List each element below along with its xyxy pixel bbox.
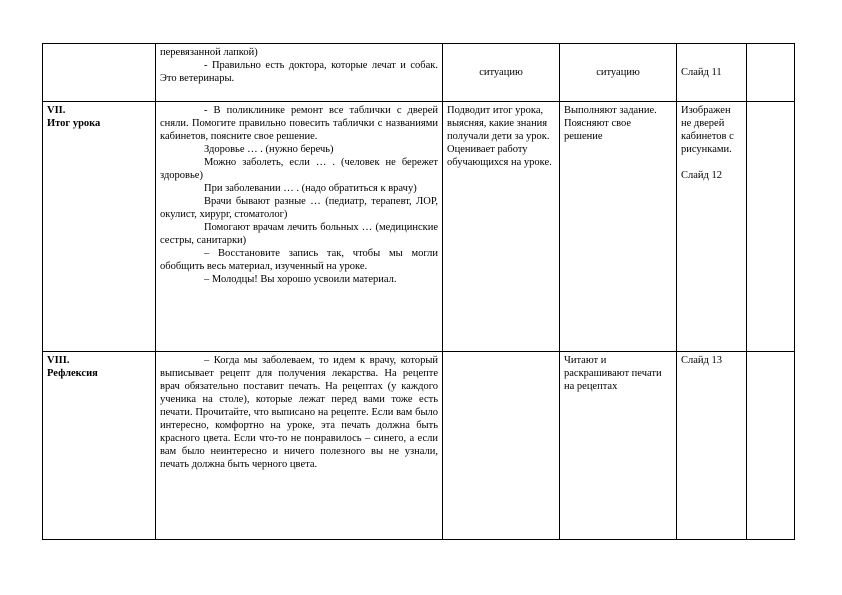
students-text: ситуацию — [596, 67, 640, 78]
content-line: – Молодцы! Вы хорошо усвоили материал. — [204, 274, 397, 285]
content-line: – Восстановите запись так, чтобы мы могли обобщить весь материал, изученный на уроке. — [160, 248, 438, 272]
content-line: перевязанной лапкой) — [160, 47, 258, 58]
content-line: Можно заболеть, если … . (человек не бережет здоровье) — [160, 157, 438, 181]
teacher-text: Подводит итог урока, выясняя, какие знания получали дети за урок. — [447, 105, 550, 142]
content-line: Здоровье … . (нужно беречь) — [204, 144, 334, 155]
content-line: Помогают врачам лечить больных … (медицинские сестры, санитарки) — [160, 222, 438, 246]
empty-cell — [747, 102, 795, 352]
empty-cell — [747, 352, 795, 540]
students-cell — [560, 352, 677, 540]
content-cell — [156, 352, 443, 540]
resources-text: Слайд 11 — [681, 67, 722, 78]
resources-text: Изображен не дверей кабинетов с рисунками. — [681, 105, 734, 155]
table-row — [43, 102, 795, 352]
content-line: – Когда мы заболеваем, то идем к врачу, который выписывает рецепт для получения лекарства. На рецепте врач обязательно поставит печать. На рецептах (у каждого ученика на столе), которые лежат перед вами тоже есть печати. Прочитайте, что выписано на рецепте. Если вам было интересно, комфортно на уроке, эта печать должна быть красного цвета. Если что-то не понравилось – синего, а если вам было неинтересно и ничего полезного вы не узнали, печать должна быть черного цвета. — [160, 355, 438, 470]
resources-text: Слайд 12 — [681, 170, 722, 181]
teacher-cell — [443, 44, 560, 102]
stage-cell — [43, 352, 156, 540]
students-cell — [560, 102, 677, 352]
content-line: - В поликлинике ремонт все таблички с дверей сняли. Помогите правильно повесить таблички с названиями кабинетов, поясните свое решение. — [160, 105, 438, 142]
resources-text: Слайд 13 — [681, 355, 722, 366]
content-line: Врачи бывают разные … (педиатр, терапевт, ЛОР, окулист, хирург, стоматолог) — [160, 196, 438, 220]
lesson-plan-table — [42, 43, 795, 540]
stage-number: VII. — [47, 105, 66, 116]
table-row — [43, 44, 795, 102]
resources-cell — [677, 102, 747, 352]
table-row — [43, 352, 795, 540]
resources-cell — [677, 44, 747, 102]
stage-number: VIII. — [47, 355, 70, 366]
stage-name: Итог урока — [47, 118, 101, 129]
stage-cell — [43, 44, 156, 102]
students-cell — [560, 44, 677, 102]
students-text: Выполняют задание. Поясняют свое решение — [564, 105, 657, 142]
content-line: При заболевании … . (надо обратиться к врачу) — [204, 183, 417, 194]
teacher-text: Оценивает работу обучающихся на уроке. — [447, 144, 552, 168]
students-text: Читают и раскрашивают печати на рецептах — [564, 355, 662, 392]
teacher-text: ситуацию — [479, 67, 523, 78]
stage-name: Рефлексия — [47, 368, 98, 379]
stage-cell — [43, 102, 156, 352]
content-cell — [156, 44, 443, 102]
empty-cell — [747, 44, 795, 102]
teacher-cell — [443, 352, 560, 540]
content-line: - Правильно есть доктора, которые лечат и собак. Это ветеринары. — [160, 60, 438, 84]
content-cell — [156, 102, 443, 352]
teacher-cell — [443, 102, 560, 352]
resources-cell — [677, 352, 747, 540]
